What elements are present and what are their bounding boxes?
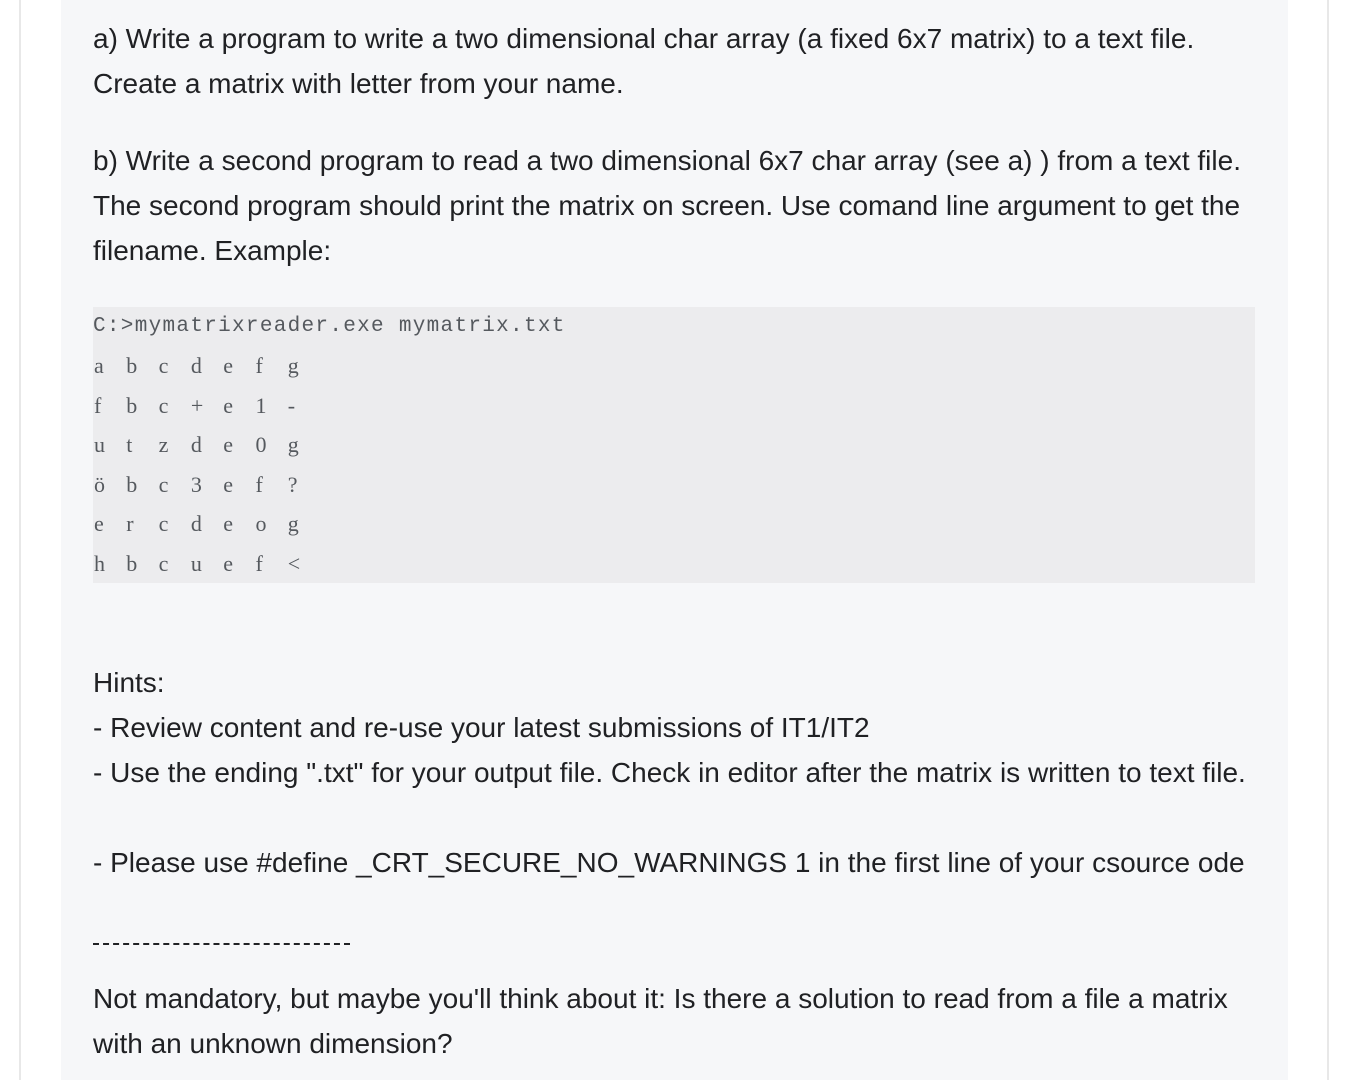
part-b-paragraph: b) Write a second program to read a two dimensional 6x7 char array (see a) ) from a text file. The second program should print the matrix on screen. Use comand line argument to get the filename. Example:	[93, 145, 1241, 266]
dashed-separator	[93, 943, 350, 945]
matrix-cell: a	[94, 353, 104, 378]
matrix-cell: g	[287, 432, 299, 458]
matrix-cell: <	[287, 551, 301, 576]
matrix-cell: g	[287, 353, 299, 378]
matrix-cell: c	[158, 353, 169, 378]
part-a-paragraph: a) Write a program to write a two dimensional char array (a fixed 6x7 matrix) to a text file. Create a matrix with letter from your name.	[93, 23, 1195, 99]
matrix-cell: z	[158, 432, 169, 458]
matrix-cell: u	[190, 551, 202, 576]
hint-item-3: - Please use #define _CRT_SECURE_NO_WARNINGS 1 in the first line of your csource ode	[93, 847, 1245, 878]
matrix-cell: b	[126, 551, 138, 576]
matrix-cell: e	[223, 432, 233, 458]
matrix-cell: e	[223, 511, 233, 537]
matrix-cell: d	[190, 353, 202, 378]
matrix-cell: r	[126, 511, 134, 537]
matrix-cell: c	[158, 551, 169, 576]
matrix-cell: b	[126, 353, 138, 378]
matrix-cell: f	[94, 392, 102, 418]
matrix-cell: ö	[94, 471, 105, 497]
matrix-cell: c	[158, 392, 169, 418]
matrix-cell: 0	[255, 432, 267, 458]
optional-question: Not mandatory, but maybe you'll think about it: Is there a solution to read from a file a matrix with an unknown dimension?	[93, 983, 1228, 1059]
matrix-cell: e	[223, 471, 233, 497]
hint-item-1: - Review content and re-use your latest submissions of IT1/IT2	[93, 712, 870, 743]
matrix-cell: 3	[190, 471, 202, 497]
matrix-cell: t	[126, 432, 133, 458]
hints-title: Hints:	[93, 667, 165, 698]
matrix-cell: f	[255, 353, 263, 378]
matrix-cell: e	[223, 353, 233, 378]
matrix-cell: f	[255, 551, 263, 576]
matrix-cell: e	[94, 511, 104, 537]
hint-item-2: - Use the ending ".txt" for your output file. Check in editor after the matrix is written to text file.	[93, 757, 1246, 788]
code-example-block	[93, 307, 1255, 583]
matrix-cell: b	[126, 392, 138, 418]
matrix-cell: g	[287, 511, 299, 537]
matrix-cell: h	[94, 551, 105, 576]
matrix-cell: c	[158, 511, 169, 537]
matrix-cell: ?	[287, 471, 298, 497]
matrix-cell: d	[190, 432, 202, 458]
matrix-cell: d	[190, 511, 202, 537]
matrix-cell: e	[223, 551, 233, 576]
matrix-cell: c	[158, 471, 169, 497]
matrix-cell: f	[255, 471, 263, 497]
matrix-cell: e	[223, 392, 233, 418]
matrix-cell: u	[94, 432, 105, 458]
matrix-cell: b	[126, 471, 138, 497]
matrix-cell: -	[287, 392, 296, 418]
matrix-cell: o	[255, 511, 267, 537]
matrix-cell: 1	[255, 392, 267, 418]
command-line: C:>mymatrixreader.exe mymatrix.txt	[93, 315, 566, 338]
matrix-cell: +	[190, 392, 204, 418]
